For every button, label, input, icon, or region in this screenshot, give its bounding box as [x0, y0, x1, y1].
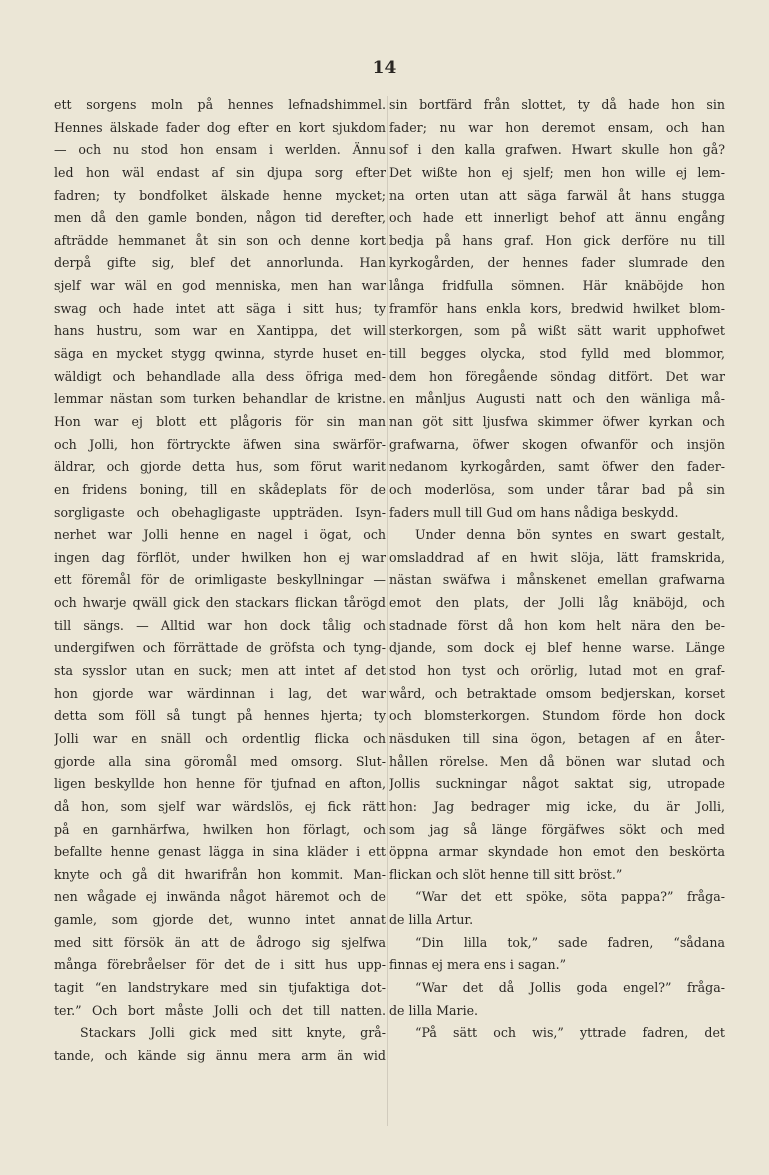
text-line: och hwarje qwäll gick den stackars flickan tårögd	[54, 595, 386, 611]
text-line: Jollis suckningar något saktat sig, utropade	[389, 776, 725, 792]
text-line: och hade ett innerligt behof att ännu engång	[389, 210, 725, 226]
text-line: grafwarna, öfwer skogen ofwanför och insjön	[389, 436, 725, 452]
text-line: och moderlösa, som under tårar bad på sin	[389, 481, 725, 497]
text-line: “På sätt och wis,” yttrade fadren, det	[415, 1025, 725, 1041]
text-line: en månljus Augusti natt och den wänliga må-	[389, 391, 725, 407]
text-line: nerhet war Jolli henne en nagel i ögat, och	[54, 527, 386, 543]
text-line: omsladdrad af en hwit slöja, lätt framskrida,	[389, 549, 725, 565]
text-line: flickan och slöt henne till sitt bröst.”	[389, 866, 623, 882]
text-line: som jag så länge förgäfwes sökt och med	[389, 821, 725, 837]
text-line: bedja på hans graf. Hon gick derföre nu till	[389, 232, 725, 248]
text-line: afträdde hemmanet åt sin son och denne kort	[54, 232, 386, 248]
text-line: finnas ej mera ens i sagan.”	[389, 957, 567, 973]
text-line: de lilla Artur.	[389, 912, 474, 928]
text-line: stod hon tyst och orörlig, lutad mot en graf-	[389, 663, 725, 679]
text-line: Jolli war en snäll och ordentlig flicka och	[54, 730, 386, 746]
text-line: hon: Jag bedrager mig icke, du är Jolli,	[389, 798, 725, 814]
column-gutter	[387, 96, 388, 1126]
text-line: många förebråelser för det de i sitt hus upp-	[54, 957, 386, 973]
text-line: hans hustru, som war en Xantippa, det will	[54, 323, 386, 339]
page-number: 14	[372, 58, 397, 78]
text-line: faders mull till Gud om hans nådiga beskydd.	[389, 504, 679, 520]
text-line: lemmar nästan som turken behandlar de kristne.	[54, 391, 386, 407]
text-line: ter.” Och bort måste Jolli och det till natten.	[54, 1002, 386, 1018]
text-line: ett sorgens moln på hennes lefnadshimmel.	[54, 97, 386, 112]
text-line: “War det då Jollis goda engel?” fråga-	[415, 979, 725, 995]
text-line: sof i den kalla grafwen. Hwart skulle hon gå?	[389, 142, 725, 158]
text-line: och blomsterkorgen. Stundom förde hon dock	[389, 708, 725, 724]
text-line: fader; nu war hon deremot ensam, och han	[389, 119, 725, 135]
text-line: en fridens boning, till en skådeplats för de	[54, 481, 386, 497]
text-line: hållen rörelse. Men då bönen war slutad och	[389, 753, 725, 769]
text-line: Det wißte hon ej sjelf; men hon wille ej lem-	[389, 164, 725, 180]
text-line: hon gjorde war wärdinnan i lag, det war	[54, 685, 386, 701]
text-line: sin bortfärd från slottet, ty då hade hon sin	[389, 97, 725, 112]
text-line: emot den plats, der Jolli låg knäböjd, och	[389, 595, 725, 611]
text-line: då hon, som sjelf war wärdslös, ej fick rätt	[54, 798, 386, 814]
text-line: de lilla Marie.	[389, 1002, 479, 1018]
text-line: näsduken till sina ögon, betagen af en åter-	[389, 730, 725, 746]
text-line: dem hon föregående söndag ditfört. Det war	[389, 368, 725, 384]
text-line: fadren; ty bondfolket älskade henne mycket;	[54, 187, 386, 203]
text-line: tande, och kände sig ännu mera arm än wid	[54, 1047, 386, 1063]
text-line: nan göt sitt ljusfwa skimmer öfwer kyrkan och	[389, 413, 725, 429]
text-line: gjorde alla sina göromål med omsorg. Slut-	[54, 753, 386, 769]
text-line: Hon war ej blott ett plågoris för sin man	[54, 413, 386, 429]
text-line: till sängs. — Alltid war hon dock tålig och	[54, 617, 386, 633]
text-line: “War det ett spöke, söta pappa?” fråga-	[415, 889, 725, 905]
text-line: sterkorgen, som på wißt sätt warit upphofwet	[389, 323, 725, 339]
text-line: gamle, som gjorde det, wunno intet annat	[54, 912, 386, 928]
text-line: Under denna bön syntes en swart gestalt,	[415, 527, 725, 543]
text-line: detta som föll så tungt på hennes hjerta; ty	[54, 708, 386, 724]
text-line: till begges olycka, stod fylld med blommor,	[389, 346, 725, 362]
text-line: säga en mycket stygg qwinna, styrde huset en-	[54, 346, 386, 362]
text-line: led hon wäl endast af sin djupa sorg efter	[54, 164, 386, 180]
text-line: kyrkogården, der hennes fader slumrade den	[389, 255, 725, 271]
text-line: nen wågade ej inwända något häremot och de	[54, 889, 386, 905]
text-line: ett föremål för de orimligaste beskyllningar —	[54, 572, 386, 588]
text-line: befallte henne genast lägga in sina kläder i ett	[54, 844, 386, 860]
text-line: framför hans enkla kors, bredwid hwilket blom-	[389, 300, 725, 316]
text-line: undergifwen och förrättade de gröfsta och tyng-	[54, 640, 386, 656]
text-line: nästan swäfwa i månskenet emellan grafwarna	[389, 572, 725, 588]
text-line: stadnade först då hon kom helt nära den be-	[389, 617, 725, 633]
text-line: och Jolli, hon förtryckte äfwen sina swärför-	[54, 436, 386, 452]
text-line: derpå gifte sig, blef det annorlunda. Han	[54, 255, 386, 271]
text-line: Hennes älskade fader dog efter en kort sjukdom	[54, 119, 386, 135]
text-line: na orten utan att säga farwäl åt hans stugga	[389, 187, 725, 203]
right-column	[389, 94, 725, 1045]
text-line: äldrar, och gjorde detta hus, som förut warit	[54, 459, 386, 475]
text-line: tagit “en landstrykare med sin tjufaktiga dot-	[54, 979, 386, 995]
text-line: “Din lilla tok,” sade fadren, “sådana	[415, 934, 725, 950]
text-line: nedanom kyrkogården, samt öfwer den fader-	[389, 459, 725, 475]
text-line: men då den gamle bonden, någon tid derefter,	[54, 210, 386, 226]
left-column	[54, 94, 386, 1068]
text-line: wäldigt och behandlade alla dess öfriga med-	[54, 368, 386, 384]
text-line: wård, och betraktade omsom bedjerskan, korset	[389, 685, 725, 701]
text-line: ingen dag förflöt, under hwilken hon ej war	[54, 549, 386, 565]
text-line: ligen beskyllde hon henne för tjufnad en afton,	[54, 776, 386, 792]
text-line: öppna armar skyndade hon emot den beskörta	[389, 844, 725, 860]
text-line: sorgligaste och obehagligaste uppträden. Isyn-	[54, 504, 386, 520]
text-line: sjelf war wäl en god menniska, men han war	[54, 278, 386, 294]
text-line: Stackars Jolli gick med sitt knyte, grå-	[80, 1025, 386, 1041]
text-line: — och nu stod hon ensam i werlden. Ännu	[54, 142, 386, 158]
text-line: sta sysslor utan en suck; men att intet af det	[54, 663, 386, 679]
text-line: på en garnhärfwa, hwilken hon förlagt, och	[54, 821, 386, 837]
text-line: knyte och gå dit hwarifrån hon kommit. Man-	[54, 866, 386, 882]
text-line: djande, som dock ej blef henne warse. Länge	[389, 640, 725, 656]
text-line: swag och hade intet att säga i sitt hus; ty	[54, 300, 386, 316]
text-line: långa fridfulla sömnen. Här knäböjde hon	[389, 278, 725, 294]
text-line: med sitt försök än att de ådrogo sig sjelfwa	[54, 934, 386, 950]
